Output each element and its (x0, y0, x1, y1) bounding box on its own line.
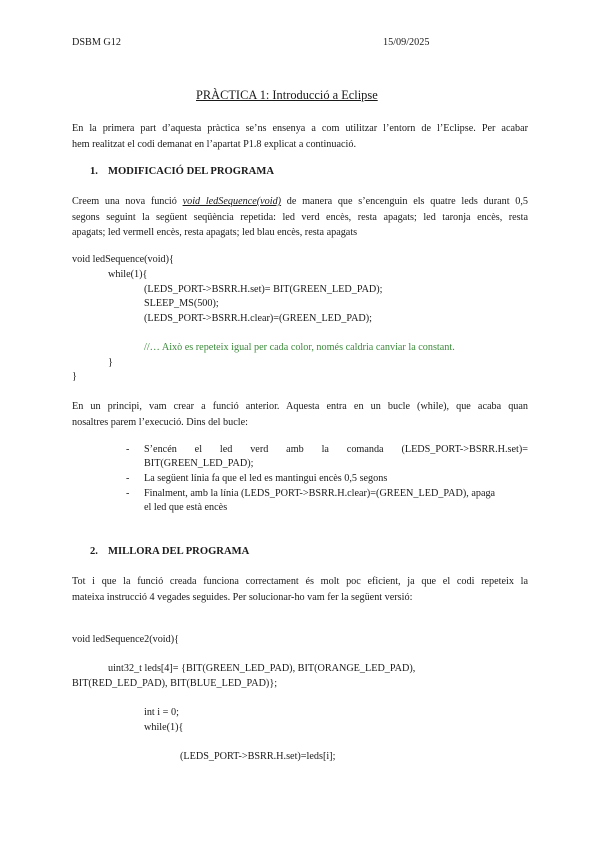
code-line: } (72, 371, 77, 382)
intro-line-2: hem realitzat el codi demanat en l’apartat P1.8 explicat a continuació. (72, 138, 356, 150)
bullet-item (144, 472, 528, 486)
section2-number: 2. (90, 546, 98, 557)
code-line: (LEDS_PORT->BSRR.H.clear)=(GREEN_LED_PAD); (144, 313, 373, 324)
section1-prefix: Creem una nova funció (72, 196, 183, 207)
section1-rest: de manera que s’encenguin els quatre leds durant 0,5 (281, 196, 528, 207)
bullet-item (144, 487, 528, 514)
explanation-line-2: nosaltres parem l’execució. Dins del bucle: (72, 416, 248, 428)
section1-paragraph (72, 194, 528, 241)
section1-line-1 (72, 194, 528, 210)
bullet-3-line-2: el led que està encès (144, 501, 228, 513)
bullet-1-line-2: BIT(GREEN_LED_PAD); (144, 457, 254, 469)
code-line: int i = 0; (144, 707, 179, 718)
section1-line-2: segons seguint la següent seqüència repetida: led verd encès, resta apagats; led taronja encès, resta (72, 211, 528, 223)
bullet-1-line-1: S’encén el led verd amb la comanda (LEDS_PORT->BSRR.H.set)= (144, 444, 528, 455)
code-line: SLEEP_MS(500); (144, 298, 219, 309)
code-line: uint32_t leds[4]= {BIT(GREEN_LED_PAD), BIT(ORANGE_LED_PAD), (108, 663, 416, 674)
function-name: void ledSequence(void) (182, 196, 282, 207)
code-line: void ledSequence2(void){ (72, 634, 180, 645)
explanation-line-1: En un principi, vam crear a funció anterior. Aquesta entra en un bucle (while), que acaba quan (72, 401, 528, 412)
intro-paragraph (72, 121, 528, 152)
code-line: while(1){ (108, 269, 148, 280)
section2-heading: MILLORA DEL PROGRAMA (108, 546, 250, 557)
header-left: DSBM G12 (72, 37, 121, 48)
header-date: 15/09/2025 (383, 37, 430, 48)
section2-line-2: mateixa instrucció 4 vegades seguides. Per solucionar-ho vam fer la següent versió: (72, 591, 413, 603)
section2-paragraph (72, 574, 528, 605)
section1-number: 1. (90, 166, 98, 177)
code-line: (LEDS_PORT->BSRR.H.set)= BIT(GREEN_LED_PAD); (144, 284, 383, 295)
bullet-item (144, 443, 528, 470)
section1-heading: MODIFICACIÓ DEL PROGRAMA (108, 166, 274, 177)
bullet-3-line-1: Finalment, amb la línia (LEDS_PORT->BSRR.H.clear)=(GREEN_LED_PAD), apaga (144, 488, 496, 499)
code-comment: //… Això es repeteix igual per cada color, només caldria canviar la constant. (144, 342, 455, 353)
bullet-marker: - (126, 488, 130, 499)
explanation-paragraph (72, 399, 528, 430)
code-line: BIT(RED_LED_PAD), BIT(BLUE_LED_PAD)}; (72, 678, 278, 689)
code-line: void ledSequence(void){ (72, 254, 174, 265)
intro-line-1: En la primera part d’aquesta pràctica se’ns ensenya a com utilitzar l’entorn de l’Eclipse. Per acabar (72, 123, 528, 134)
bullet-2-line-1: La següent línia fa que el led es mantingui encès 0,5 segons (144, 473, 388, 484)
page-title: PRÀCTICA 1: Introducció a Eclipse (196, 88, 378, 102)
code-line: } (108, 357, 113, 368)
bullet-marker: - (126, 444, 130, 455)
code-line: while(1){ (144, 722, 184, 733)
code-line: (LEDS_PORT->BSRR.H.set)=leds[i]; (180, 751, 336, 762)
section2-line-1: Tot i que la funció creada funciona correctament és molt poc eficient, ja que el codi repeteix la (72, 576, 528, 587)
bullet-marker: - (126, 473, 130, 484)
section1-line-3: apagats; led vermell encès, resta apagats; led blau encès, resta apagats (72, 227, 358, 238)
